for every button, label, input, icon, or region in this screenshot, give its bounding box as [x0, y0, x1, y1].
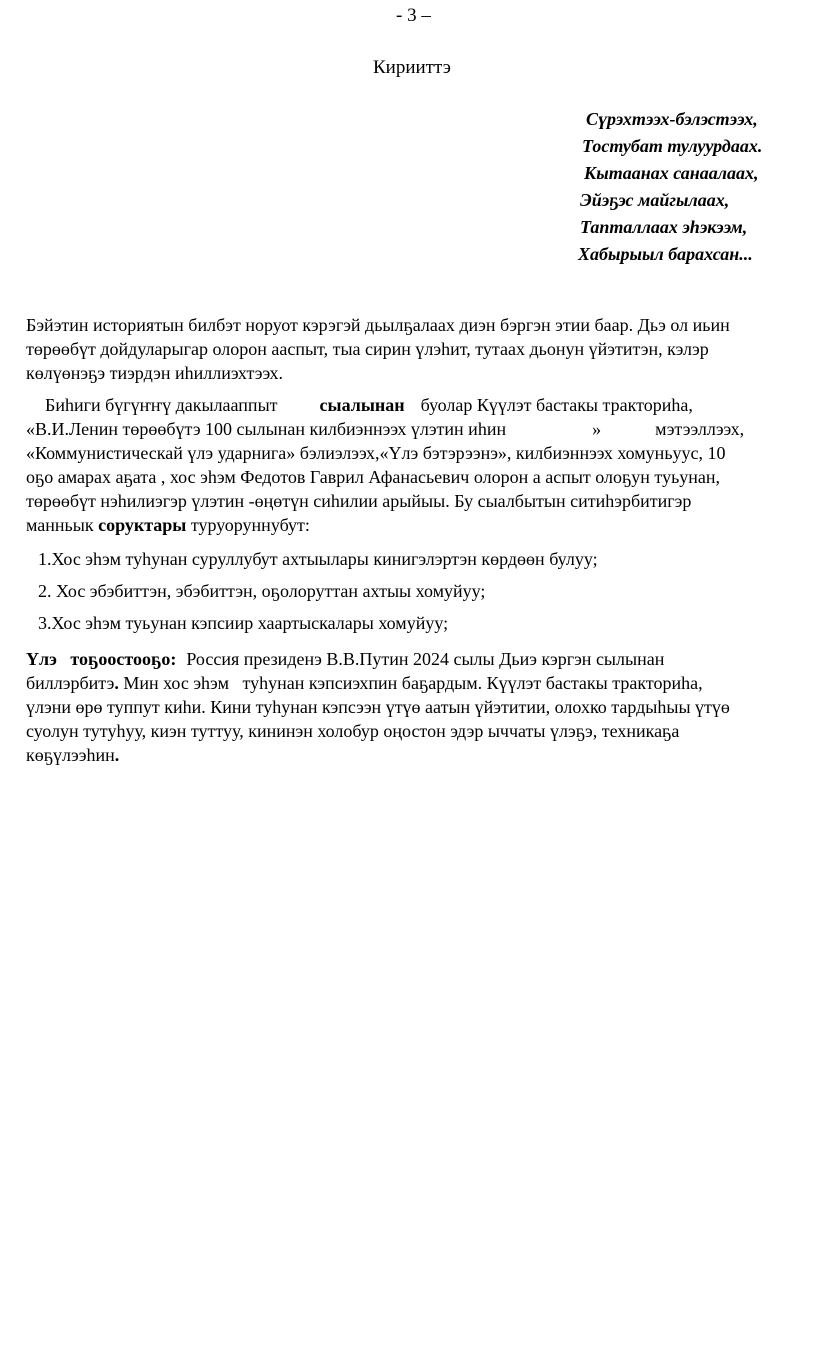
- text-run: туруоруннубут:: [190, 515, 310, 535]
- text-run: Биһиги бүгүҥҥү дакылааппыт: [45, 395, 278, 415]
- paragraph-3-line: үлэни өрө туппут киһи. Кини туһунан кэпсээн үтүө аатын үйэтитии, олохко тардыһыы үтүө: [26, 697, 730, 717]
- text-run: Россия президенэ В.В.Путин 2024 сылы Дьиэ кэргэн сылынан: [186, 649, 665, 669]
- tasks-word: соруктары: [98, 515, 187, 535]
- paragraph-2-line: [26, 420, 744, 438]
- text-run: көҕүлээһин: [26, 745, 115, 765]
- text-run: манньык: [26, 515, 94, 535]
- text-run: биллэрбитэ: [26, 673, 115, 693]
- text-run: »: [592, 419, 602, 439]
- paragraph-1-line: көлүөнэҕэ тиэрдэн иһиллиэхтээх.: [26, 363, 284, 383]
- text-run: мэтээллээх,: [655, 419, 745, 439]
- poem-line: Тостубат тулуурдаах.: [582, 136, 763, 156]
- paragraph-2-line: оҕо амарах аҕата , хос эһэм Федотов Гаврил Афанасьевич олорон а аспыт олоҕун туьунан,: [26, 467, 721, 487]
- text-run: .: [114, 745, 120, 765]
- relevance-label: Үлэ тоҕоостооҕо:: [26, 649, 177, 669]
- paragraph-3-line: [26, 746, 119, 764]
- page-title: Кирииттэ: [373, 57, 451, 78]
- paragraph-2-line: [45, 396, 693, 414]
- poem-line: Тапталлаах эһэкээм,: [580, 217, 748, 237]
- text-run: .: [114, 673, 119, 693]
- poem-line: Хабырыыл барахсан...: [578, 244, 753, 264]
- paragraph-2-line: [26, 516, 310, 534]
- paragraph-3-line: суолун тутуһуу, киэн туттуу, кининэн холобур оңостон эдэр ыччаты үлэҕэ, техникаҕа: [26, 721, 680, 741]
- text-run: «В.И.Ленин төрөөбүтэ 100 сылынан килбиэннээх үлэтин иһин: [26, 419, 507, 439]
- poem-line: Эйэҕэс майгылаах,: [580, 190, 730, 210]
- paragraph-2-line: «Коммунистическай үлэ ударнига» бэлиэлээх,«Үлэ бэтэрээнэ», килбиэннээх хомуньуус, 10: [26, 443, 726, 463]
- page-number: - 3 –: [396, 5, 431, 26]
- poem-line: Сүрэхтээх-бэлэстээх,: [586, 109, 758, 129]
- paragraph-2-line: төрөөбүт нэһилиэгэр үлэтин -өңөтүн сиһилии арыйыы. Бу сыалбытын ситиһэрбитигэр: [26, 491, 692, 511]
- goal-word: сыалынан: [319, 395, 405, 415]
- paragraph-1-line: төрөөбүт дойдуларыгар олорон ааспыт, тыа сирин үлэһит, тутаах дьонун үйэтитэн, кэлэр: [26, 339, 709, 359]
- task-item: 2. Хос эбэбиттэн, эбэбиттэн, оҕолоруттан ахтыы хомуйуу;: [38, 581, 486, 601]
- task-item: 3.Хос эһэм туьунан кэпсиир хаартыскалары хомуйуу;: [38, 613, 449, 633]
- poem-line: Кытаанах санаалаах,: [584, 163, 759, 183]
- text-run: буолар Күүлэт бастакы тракториһа,: [420, 395, 693, 415]
- task-item: 1.Хос эһэм туһунан суруллубут ахтыылары кинигэлэртэн көрдөөн булуу;: [38, 549, 598, 569]
- paragraph-3-line: [26, 674, 703, 692]
- text-run: Мин хос эһэм туһунан кэпсиэхпин баҕардым. Күүлэт бастакы тракториһа,: [118, 673, 703, 693]
- paragraph-3-line: [26, 650, 664, 668]
- paragraph-1-line: Бэйэтин историятын билбэт норуот кэрэгэй дьылҕалаах диэн бэргэн этии баар. Дьэ ол иьин: [26, 315, 730, 335]
